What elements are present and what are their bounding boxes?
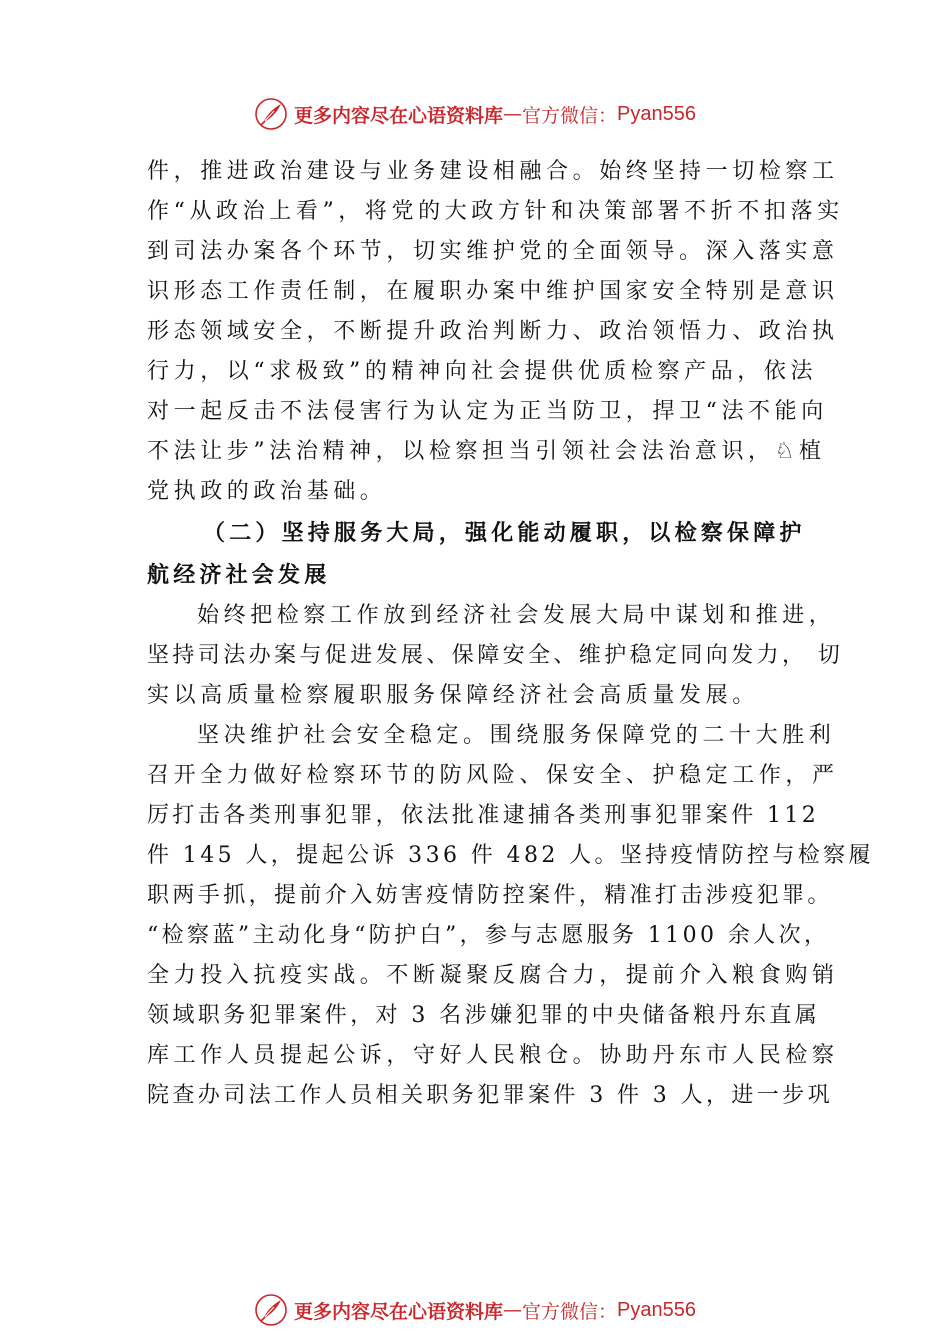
text-line: 坚持司法办案与促进发展、保障安全、维护稳定同向发力， 切 bbox=[147, 643, 844, 668]
text-line: 不法让步”法治精神，以检察担当引领社会法治意识，♘植 bbox=[147, 439, 826, 464]
text-line: 对一起反击不法侵害行为认定为正当防卫，捍卫“法不能向 bbox=[147, 399, 828, 424]
text-line: 实以高质量检察履职服务保障经济社会高质量发展。 bbox=[147, 683, 759, 708]
text-line: 到司法办案各个环节，切实维护党的全面领导。深入落实意 bbox=[147, 239, 839, 264]
feather-pen-logo-icon bbox=[254, 97, 288, 131]
feather-pen-logo-icon bbox=[254, 1293, 288, 1327]
text-line: 召开全力做好检察环节的防风险、保安全、护稳定工作，严 bbox=[147, 763, 839, 788]
text-line: 始终把检察工作放到经济社会发展大局中谋划和推进， bbox=[197, 603, 836, 628]
text-line: 院查办司法工作人员相关职务犯罪案件 3 件 3 人，进一步巩 bbox=[147, 1083, 833, 1108]
text-line: 全力投入抗疫实战。不断凝聚反腐合力，提前介入粮食购销 bbox=[147, 963, 839, 988]
text-line: 库工作人员提起公诉，守好人民粮仓。协助丹东市人民检察 bbox=[147, 1043, 839, 1068]
footer-watermark-banner bbox=[0, 1290, 950, 1330]
document-body bbox=[147, 152, 874, 1116]
text-line: 件 145 人，提起公诉 336 件 482 人。坚持疫情防控与检察履 bbox=[147, 843, 874, 868]
banner-separator: — bbox=[503, 1299, 523, 1321]
section-heading-line-2: 航经济社会发展 bbox=[147, 562, 331, 588]
banner-wechat-label: 官方微信： bbox=[522, 104, 618, 127]
banner-main-text: 更多内容尽在心语资料库 bbox=[294, 1300, 504, 1323]
text-line: 形态领域安全，不断提升政治判断力、政治领悟力、政治执 bbox=[147, 319, 839, 344]
banner-wechat-id: Pyan556 bbox=[617, 102, 696, 125]
text-line: 厉打击各类刑事犯罪，依法批准逮捕各类刑事犯罪案件 112 bbox=[147, 803, 820, 828]
text-line: 领域职务犯罪案件，对 3 名涉嫌犯罪的中央储备粮丹东直属 bbox=[147, 1003, 821, 1028]
banner-wechat-id: Pyan556 bbox=[617, 1298, 696, 1321]
text-line: “检察蓝”主动化身“防护白”，参与志愿服务 1100 余人次， bbox=[147, 923, 830, 948]
text-line: 坚决维护社会安全稳定。围绕服务保障党的二十大胜利 bbox=[197, 723, 836, 748]
banner-separator: — bbox=[503, 103, 523, 125]
banner-wechat-label: 官方微信： bbox=[522, 1300, 618, 1323]
text-line: 行力，以“求极致”的精神向社会提供优质检察产品，依法 bbox=[147, 359, 818, 384]
header-watermark-banner bbox=[0, 94, 950, 134]
text-line: 识形态工作责任制，在履职办案中维护国家安全特别是意识 bbox=[147, 279, 839, 304]
text-line: 件，推进政治建设与业务建设相融合。始终坚持一切检察工 bbox=[147, 159, 839, 184]
banner-main-text: 更多内容尽在心语资料库 bbox=[294, 104, 504, 127]
text-line: 作“从政治上看”，将党的大政方针和决策部署不折不扣落实 bbox=[147, 199, 844, 224]
text-line: 职两手抓，提前介入妨害疫情防控案件，精准打击涉疫犯罪。 bbox=[147, 883, 833, 908]
section-heading-line-1: （二）坚持服务大局，强化能动履职，以检察保障护 bbox=[203, 520, 806, 546]
text-line: 党执政的政治基础。 bbox=[147, 479, 387, 504]
